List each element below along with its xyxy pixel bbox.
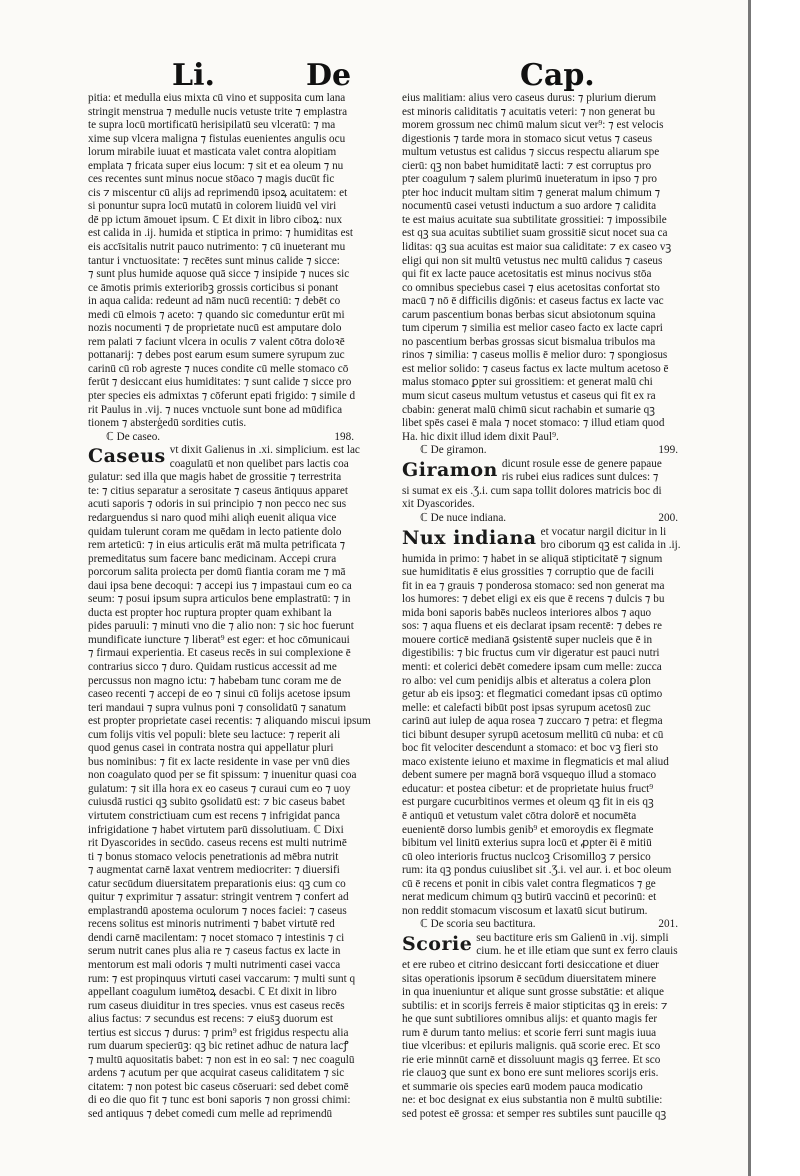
text-line: eis accīsitalis nutrit pauco nutrimento: ⁊ cū inueterant mu bbox=[88, 241, 346, 254]
text-line: pter hoc inducit multam sitim ⁊ generat malum chimum ⁊ bbox=[402, 186, 661, 199]
text-line: vt dixit Galienus in .xi. simplicium. est lac bbox=[169, 444, 360, 457]
rubric-title: ℂ De scoria seu bactitura. bbox=[420, 918, 536, 931]
text-line: tantur i vnctuositate: ⁊ recētes sunt minus calide ⁊ sicce: bbox=[88, 254, 340, 267]
header-de: De bbox=[306, 58, 352, 93]
text-line: sue humiditatis ē eius grossities ⁊ corruptio que de facili bbox=[402, 566, 654, 579]
text-line: malus stomaco ꝑpter sui grossitiem: et generat malū chi bbox=[402, 376, 653, 389]
caseus-rubric bbox=[88, 431, 354, 445]
chapter-number: 198. bbox=[334, 430, 354, 443]
text-line: tici bibunt desuper syrupū acetosum mellitū cū nuba: et cū bbox=[402, 728, 664, 741]
text-line: te supra locū mortificatū herisipilatū seu vlceratū: ⁊ ma bbox=[88, 119, 336, 132]
text-line: no pascentium berbas grossas sicut bismalua tribulos ma bbox=[402, 335, 656, 348]
text-line: bus nominibus: ⁊ fit ex lacte residente in vase per vnū dies bbox=[88, 755, 350, 768]
text-line: ⁊ multū aquositatis babet: ⁊ non est in eo sal: ⁊ nec coagulū bbox=[88, 1053, 355, 1066]
text-line: dicunt rosule esse de genere papaue bbox=[501, 457, 662, 470]
text-line: serum nutrit canes plus alia re ⁊ caseus factus ex lacte in bbox=[88, 945, 341, 958]
text-line: digestionis ⁊ tarde mora in stomaco sicut vetus ⁊ caseus bbox=[402, 132, 653, 145]
text-line: contrarius sicco ⁊ duro. Quidam rusticus accessit ad me bbox=[88, 660, 337, 673]
text-line: tertius est siccus ⁊ durus: ⁊ prim⁹ est frigidus respectu alia bbox=[88, 1026, 349, 1039]
text-line: gulatur: sed illa que magis habet de grossitie ⁊ terrestrita bbox=[88, 471, 342, 484]
text-line: xime sup vlcera maligna ⁊ fistulas euenientes angulis ocu bbox=[88, 132, 346, 145]
text-line: liditas: qꝫ sua acuitas est maior sua caliditate: ⁊ ex caseo vꝫ bbox=[402, 241, 672, 254]
rubric-title: ℂ De nuce indiana. bbox=[420, 511, 507, 524]
text-line: seum: ⁊ posui ipsum supra articulos bene emplastratū: ⁊ in bbox=[88, 593, 351, 606]
text-line: rum: ita qꝫ pondus cuiuslibet sit .Ʒ.i. vel aur. i. et boc oleum bbox=[402, 864, 672, 877]
text-line: cū oleo interioris fructus nuclcoꝫ Crisomilloꝫ ⁊ persico bbox=[402, 850, 651, 863]
text-line: qui fit ex lacte pauce acetositatis est minus nocivus stōa bbox=[402, 268, 652, 281]
text-line: getur ab eis ipsoꝫ: et flegmatici comedant ipsas cū optimo bbox=[402, 688, 663, 701]
text-line: recens solitus est minoris nutrimenti ⁊ babet virtutē red bbox=[88, 918, 335, 931]
text-line: debent sumere per magnā borā vsquequo illud a stomaco bbox=[402, 769, 657, 782]
text-line: quitur ⁊ exprimitur ⁊ assatur: stringit ventrem ⁊ confert ad bbox=[88, 891, 349, 904]
text-line: mum sicut caseus multum vetustus et caseus qui fit ex ra bbox=[402, 390, 656, 403]
caseus-entry-head bbox=[88, 444, 360, 471]
rubric-title: ℂ De caseo. bbox=[106, 430, 161, 443]
text-line: est minoris caliditatis ⁊ acuitatis veteri: ⁊ non generat bu bbox=[402, 105, 656, 118]
text-line: teri mandaui ⁊ supra vulnus poni ⁊ consolidatū ⁊ sanatum bbox=[88, 701, 347, 714]
text-line: bibitum vel linitū exterius supra locū et ꝓpter ēi ē mitiū bbox=[402, 837, 652, 850]
text-line: percussus non magno ictu: ⁊ habebam tunc coram me de bbox=[88, 674, 342, 687]
scorie-entry-head bbox=[402, 932, 678, 959]
text-line: et summarie ois species earū modem pauca modicatio bbox=[402, 1080, 643, 1093]
text-line: bro ciborum qꝫ est calida in .ij. bbox=[540, 539, 681, 552]
text-line: maco existente ieiuno et maxime in flegmaticis et mal aliud bbox=[402, 755, 669, 768]
text-line: te: ⁊ citius separatur a serositate ⁊ caseus āntiquus apparet bbox=[88, 484, 348, 497]
text-line: acuti saporis ⁊ odoris in sui principio ⁊ non pecco nec sus bbox=[88, 498, 347, 511]
text-line: ⁊ sunt plus humide aquose quā sicce ⁊ insipide ⁊ nuces sic bbox=[88, 268, 350, 281]
text-line: rum duarum specierūꝫ: qꝫ bic retinet adhuc de natura lacꝭ bbox=[88, 1040, 349, 1053]
left-column bbox=[88, 92, 371, 1121]
text-line: eligi qui non sit multū vetustus nec multū calidus ⁊ caseus bbox=[402, 254, 663, 267]
text-line: cis ⁊ miscentur cū alijs ad reprimendū ipsoꝝ acuitatem: et bbox=[88, 186, 348, 199]
text-line: educatur: et postea cibetur: et de proprietate huius fruct⁹ bbox=[402, 782, 654, 795]
text-line: ducta est propter hoc ruptura propter quam exhibant la bbox=[88, 606, 332, 619]
right-column bbox=[402, 92, 681, 1121]
text-line: emplastrandū apostema oculorum ⁊ noces faciei: ⁊ caseus bbox=[88, 904, 347, 917]
rubric-title: ℂ De giramon. bbox=[420, 444, 487, 457]
nux-indiana-entry-head bbox=[402, 525, 681, 553]
text-line: rie clauoꝫ que sunt ex bono ere sunt meliores scorijs eris. bbox=[402, 1067, 659, 1080]
text-line: dendi carnē macilentam: ⁊ nocet stomaco ⁊ intestinis ⁊ ci bbox=[88, 931, 345, 944]
text-line: cuiusdā rustici qꝫ subito ꝯsolidatū est: ⁊ bic caseus babet bbox=[88, 796, 345, 809]
giramon-rubric bbox=[402, 444, 678, 458]
text-line: rem palati ⁊ faciunt vlcera in oculis ⁊ valent cōtra doloꝛē bbox=[88, 335, 345, 348]
text-line: ⁊ augmentat carnē laxat ventrem mediocriter: ⁊ diuersifi bbox=[88, 864, 340, 877]
text-line: lorum mirabile iuuat et masticata valet contra alopitiam bbox=[88, 146, 337, 159]
text-line: sos: ⁊ aqua fluens et eis declarat ipsam recentē: ⁊ debes re bbox=[402, 620, 662, 633]
text-line: mundificate iuncture ⁊ liberat⁹ est eger: et hoc cōmunicaui bbox=[88, 633, 350, 646]
text-line: carinū aut iulep de aqua rosea ⁊ zuccaro ⁊ petra: et flegma bbox=[402, 715, 663, 728]
nux-indiana-body bbox=[402, 553, 678, 919]
text-line: ne: et boc designat ex eius substantia non ē multū subtilie: bbox=[402, 1094, 663, 1107]
chapter-number: 199. bbox=[658, 444, 678, 457]
text-line: citatem: ⁊ non potest bic caseus cōseruari: sed debet comē bbox=[88, 1080, 349, 1093]
chapter-number: 200. bbox=[658, 511, 678, 524]
text-line: quidam tulerunt coram me quēdam in lecto patiente dolo bbox=[88, 525, 342, 538]
text-line: co omnibus speciebus casei ⁊ eius acetositas confortat sto bbox=[402, 281, 660, 294]
text-line: ti ⁊ bonus stomaco velocis penetrationis ad mēbra nutrit bbox=[88, 850, 339, 863]
header-book-number: Li. bbox=[172, 58, 215, 93]
text-line: euenientē dorso lumbis genib⁹ et emoroydis ex flegmate bbox=[402, 823, 654, 836]
text-line: pter coagulum ⁊ salem plurimū inueteratum in ipso ⁊ pro bbox=[402, 173, 658, 186]
text-line: et ere rubeo et citrino desiccant forti desiccatione et diuer bbox=[402, 959, 659, 971]
text-line: est purgare cucurbitinos vermes et oleum qꝫ fit in eis qꝫ bbox=[402, 796, 654, 809]
text-line: mentorum est mali odoris ⁊ multi nutrimenti casei vacca bbox=[88, 959, 341, 971]
text-line: ⁊ firmaui experientia. Et caseus recēs in sui complexione ē bbox=[88, 647, 351, 660]
text-line: infrigidatione ⁊ habet virtutem parū dissolutiuam. ℂ Dixi bbox=[88, 823, 344, 836]
text-line: et vocatur nargil dicitur in li bbox=[540, 525, 667, 538]
giramon-entry-head bbox=[402, 458, 678, 485]
text-line: macū ⁊ nō ē difficilis digōnis: et caseus factus ex lacte vac bbox=[402, 295, 664, 308]
text-line: ē antiquū et vetustum valet cōtra dolorē et nocumēta bbox=[402, 809, 637, 822]
text-line: est propter proprietate casei recentis: ⁊ aliquando miscui ipsum bbox=[88, 715, 371, 728]
text-line: fit in ea ⁊ grauis ⁊ ponderosa stomaco: sed non generat ma bbox=[402, 579, 665, 592]
text-line: pter species eis admixtas ⁊ cōferunt epati frigido: ⁊ simile d bbox=[88, 390, 356, 403]
text-line: nocumentū casei vetusti inductum a suo ardore ⁊ calidita bbox=[402, 200, 657, 213]
text-line: medi cū elmois ⁊ aceto: ⁊ quando sic comeduntur erūt mi bbox=[88, 308, 345, 321]
text-line: cū ē recens et ponit in cibis valet contra flegmaticos ⁊ ge bbox=[402, 877, 656, 890]
text-line: rit Dyascorides in secūdo. caseus recens est multi nutrimē bbox=[88, 837, 347, 850]
header-chapter: Cap. bbox=[520, 58, 595, 93]
text-line: subtilis: et in scorijs ferreis ē maior stipticitas qꝫ in ereis: ⁊ bbox=[402, 999, 668, 1012]
text-line: rinos ⁊ similia: ⁊ caseus mollis ē melior duro: ⁊ spongiosus bbox=[402, 349, 668, 362]
text-line: in aqua calida: redeunt ad nām nucū recentiū: ⁊ debēt co bbox=[88, 295, 341, 308]
text-line: virtutem constrictiuam cum est recens ⁊ infrigidat panca bbox=[88, 809, 340, 822]
text-line: digestibilis: ⁊ bic fructus cum vir digeratur est pauci nutri bbox=[402, 647, 660, 660]
text-line: ferūt ⁊ desiccant eius humiditates: ⁊ sunt calide ⁊ sicce pro bbox=[88, 376, 352, 389]
text-line: rie erie minnūt carnē et dissoluunt magis qꝫ ferree. Et sco bbox=[402, 1053, 661, 1066]
text-line: Ha. hic dixit illud idem dixit Paul⁹. bbox=[402, 430, 559, 443]
text-line: quod genus casei in contrata nostra qui appellatur pluri bbox=[88, 742, 334, 755]
text-line: sed potest eē grossa: et semper res subtiles sunt paucille qꝫ bbox=[402, 1108, 667, 1121]
scorie-rubric bbox=[402, 918, 678, 932]
text-line: seu bactiture eris sm Galienū in .vij. simpli bbox=[476, 931, 669, 944]
text-line: pides paruuli: ⁊ minuti vno die ⁊ alio non: ⁊ sic hoc fuerunt bbox=[88, 620, 354, 633]
nux-indiana-rubric bbox=[402, 512, 678, 526]
text-line: sitas operationis ipsorum ē secūdum diuersitatem minere bbox=[402, 972, 657, 985]
text-line: rum: ⁊ est propinquus virtuti casei vaccarum: ⁊ multi sunt q bbox=[88, 972, 356, 985]
text-line: mida boni saporis babēs nucleos interiores albos ⁊ aquo bbox=[402, 606, 652, 619]
entry-initial-word: Giramon bbox=[402, 458, 498, 481]
text-line: he que sunt subtiliores omnibus alijs: et quanto magis fer bbox=[402, 1013, 658, 1026]
text-line: mouere corticē medianā ꝯsistentē super nucleis que ē in bbox=[402, 633, 653, 646]
text-line: rum ē durum tanto melius: et scorie ferri sunt magis iuua bbox=[402, 1026, 657, 1039]
text-line: si ponuntur supra locū mutatū in colorem liuidū vel viri bbox=[88, 200, 337, 213]
giramon-body bbox=[402, 485, 678, 512]
text-line: premeditatus sum facere banc medicinam. Accepi crura bbox=[88, 552, 337, 565]
text-line: humida in primo: ⁊ habet in se aliquā stipticitatē ⁊ signum bbox=[402, 552, 663, 565]
text-line: cbabin: generat malū chimū sicut rachabin et sumarie qꝫ bbox=[402, 403, 655, 416]
text-line: nozis nocumenti ⁊ de proprietate nucū est amputare dolo bbox=[88, 322, 342, 335]
text-line: xit Dyascorides. bbox=[402, 498, 475, 511]
text-line: porcorum salita proiecta per domū fiantia coram me ⁊ mā bbox=[88, 566, 346, 579]
text-line: stringit menstrua ⁊ medulle nucis vetuste trite ⁊ emplastra bbox=[88, 105, 348, 118]
text-line: libet spēs casei ē mala ⁊ nocet stomaco: ⁊ illud etiam quod bbox=[402, 417, 665, 430]
text-line: di eo die quo fit ⁊ tunc est boni saporis ⁊ non grossi chimi: bbox=[88, 1094, 351, 1107]
text-line: carum pascentium bonas berbas sicut absiotonum squina bbox=[402, 308, 656, 321]
text-line: dē pp ictum āmouet ipsum. ℂ Et dixit in libro ciboꝝ: nux bbox=[88, 213, 343, 226]
text-line: melle: et calefacti bibūt post ipsas syrupum acetosū zuc bbox=[402, 701, 651, 714]
text-line: tionem ⁊ absterģedū sordities cutis. bbox=[88, 417, 247, 430]
text-line: tum ciperum ⁊ similia est melior caseo facto ex lacte capri bbox=[402, 322, 663, 335]
text-line: in qua inueniuntur et alique sunt grosse substātie: et alique bbox=[402, 986, 664, 999]
text-line: menti: et colerici debēt comedere ipsam cum melle: zucca bbox=[402, 660, 662, 673]
text-line: multum vetustus est calidus ⁊ siccus respectu aliarum spe bbox=[402, 146, 660, 159]
text-line: eius malitiam: alius vero caseus durus: ⁊ plurium dierum bbox=[402, 92, 657, 104]
text-line: est melior solido: ⁊ caseus factus ex lacte multum acetoso ē bbox=[402, 362, 669, 375]
entry-initial-word: Nux indiana bbox=[402, 526, 537, 549]
caseus-body bbox=[88, 471, 371, 1121]
text-line: ardens ⁊ acutum per que acquirat caseus caliditatem ⁊ sic bbox=[88, 1067, 345, 1080]
text-line: non reddit stomacum viscosum et laxatū sicut butirum. bbox=[402, 904, 648, 917]
text-line: coagulatū et non quelibet pars lactis coa bbox=[169, 457, 349, 470]
text-line: catur secūdum diuersitatem preparationis eius: qꝫ cum co bbox=[88, 877, 346, 890]
entry-initial-word: Scorie bbox=[402, 932, 473, 955]
entry-initial-word: Caseus bbox=[88, 445, 166, 468]
text-line: carinū cū rob agreste ⁊ nuces condite cū melle stomaco cō bbox=[88, 362, 349, 375]
page-margin-strip bbox=[751, 0, 800, 1176]
text-line: morem grossum nec chimū malum sicut ver⁹: ⁊ est velocis bbox=[402, 119, 664, 132]
text-line: nerat medicum chimum qꝫ butirū vaccinū et pecorinū: et bbox=[402, 891, 657, 904]
text-line: si sumat ex eis .Ʒ.i. cum sapa tollit dolores matricis boc di bbox=[402, 484, 662, 497]
text-line: cierū: qꝫ non babet humiditatē lacti: ⁊ est corruptus pro bbox=[402, 159, 652, 172]
text-line: rum caseus diuiditur in tres species. vnus est caseus recēs bbox=[88, 999, 345, 1012]
text-line: rit Paulus in .vij. ⁊ nuces vnctuole sunt bone ad mūdifica bbox=[88, 403, 343, 416]
text-line: est calida in .ij. humida et stiptica in primo: ⁊ humiditas est bbox=[88, 227, 354, 240]
text-line: emplata ⁊ fricata super eius locum: ⁊ sit et ea oleum ⁊ nu bbox=[88, 159, 344, 172]
text-line: gulatum: ⁊ sit illa hora ex eo caseus ⁊ curaui cum eo ⁊ uoy bbox=[88, 782, 351, 795]
text-line: los humores: ⁊ debet eligi ex eis que ē recens ⁊ dulcis ⁊ bu bbox=[402, 593, 665, 606]
text-line: cum folijs vitis vel populi: blete seu lactuce: ⁊ reperit ali bbox=[88, 728, 341, 741]
text-line: ces recentes sunt minus nocue stōaco ⁊ magis ducūt fic bbox=[88, 173, 335, 186]
text-line: est qꝫ sua acuitas subtiliet suam grossitiē sicut nocet sua ca bbox=[402, 227, 668, 240]
text-line: daui ipsa bene decoqui: ⁊ accepi ius ⁊ impastaui cum eo ca bbox=[88, 579, 352, 592]
text-line: sed antiquus ⁊ debet comedi cum melle ad reprimendū bbox=[88, 1108, 333, 1121]
text-line: pitia: et medulla eius mixta cū vino et supposita cum lana bbox=[88, 92, 346, 104]
text-line: cium. he et ille etiam que sunt ex ferro clauis bbox=[476, 945, 678, 958]
text-line: appellant coagulum iumētoꝝ desacbi. ℂ Et dixit in libro bbox=[88, 986, 337, 999]
text-line: ro albo: vel cum penidijs albis et alteratus a colera ꝑlon bbox=[402, 674, 651, 687]
text-line: rem arteticū: ⁊ in eius articulis erāt mā multa petrificata ⁊ bbox=[88, 539, 346, 552]
scorie-body bbox=[402, 959, 678, 1122]
text-line: pottanarij: ⁊ debes post earum esum sumere syrupum zuc bbox=[88, 349, 345, 362]
text-line: ce āmotis primis exterioribꝫ grossis corticibus si ponant bbox=[88, 281, 339, 294]
text-line: caseo recenti ⁊ accepi de eo ⁊ sinui cū folijs acetose ipsum bbox=[88, 688, 351, 701]
text-line: non coagulato quod per se fit spissum: ⁊ inuenitur quasi coa bbox=[88, 769, 357, 782]
text-line: redarguendus si naro quod mihi aliqh euenit aliqua vice bbox=[88, 511, 337, 524]
chapter-number: 201. bbox=[658, 918, 678, 931]
text-line: alius factus: ⁊ secundus est recens: ⁊ eius̄ꝫ duorum est bbox=[88, 1013, 334, 1026]
text-line: boc fit velociter descendunt a stomaco: et boc vꝫ fieri sto bbox=[402, 742, 659, 755]
text-line: te est maius acuitate sua subtilitate grossitiei: ⁊ impossibile bbox=[402, 213, 667, 226]
text-line: ris rubei eius radices sunt dulces: ⁊ bbox=[501, 471, 659, 484]
text-line: tiue vlceribus: et epiluris malignis. quā scorie erec. Et sco bbox=[402, 1040, 661, 1053]
